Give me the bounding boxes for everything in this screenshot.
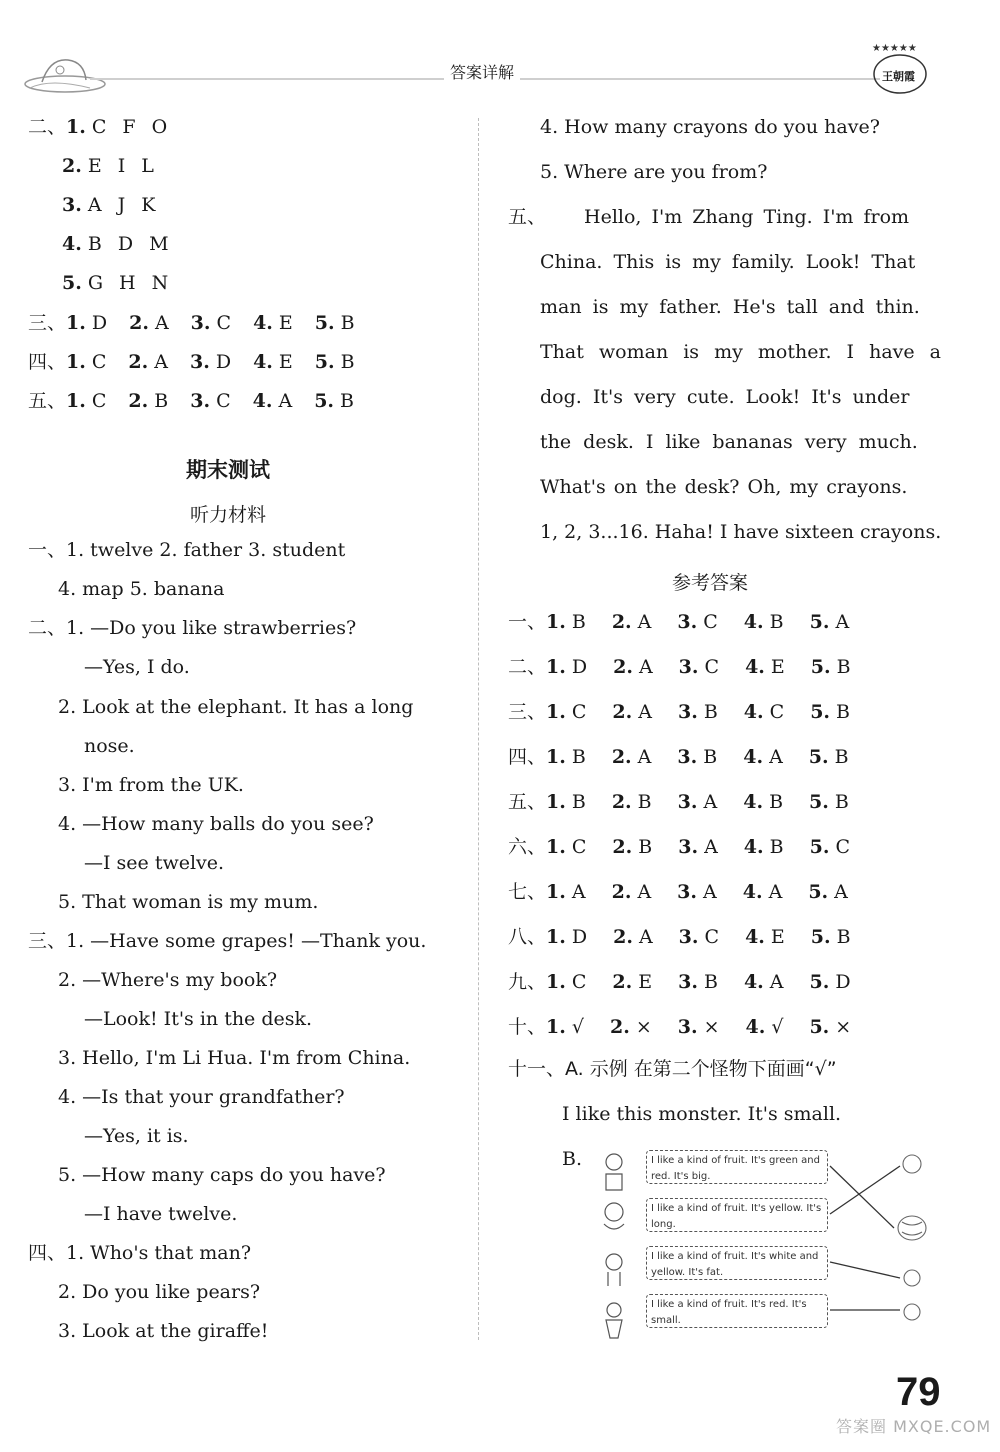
item-number: 5.: [314, 390, 335, 412]
item-value: D: [835, 971, 851, 993]
watermelon-icon: [898, 1216, 926, 1240]
item-number: 3.: [190, 312, 211, 334]
item-value: D: [91, 312, 108, 334]
match-line: [830, 1262, 900, 1278]
item-number: 2.: [129, 312, 149, 334]
section-label: 五、: [508, 791, 547, 813]
section-label: 二、: [28, 116, 67, 138]
svg-text:★★★★★: ★★★★★: [872, 43, 917, 54]
item-value: C: [703, 611, 718, 633]
listening-line: 2. —Where's my book?: [58, 969, 278, 991]
passage-line: man is my father. He's tall and thin.: [540, 296, 920, 318]
item-number: 4.: [743, 611, 764, 633]
watermark: 答案圈 MXQE.COM: [836, 1417, 992, 1436]
item-value: A: [637, 746, 652, 768]
passage-line: 1, 2, 3...16. Haha! I have sixteen crayons.: [540, 521, 942, 543]
item-number: 2.: [612, 971, 633, 993]
item-number: 3.: [677, 701, 698, 723]
answer-row: [508, 793, 875, 812]
item-value: B: [769, 791, 784, 813]
item-number: 2.: [609, 1016, 630, 1038]
answer-row: [508, 973, 877, 992]
listening-subtitle: 听力材料: [190, 504, 267, 526]
listening-line: 四、1. Who's that man?: [28, 1242, 252, 1264]
fruit-description-box: I like a kind of fruit. It's red. It's small.: [646, 1294, 828, 1328]
listening-line: 4. How many crayons do you have?: [540, 116, 880, 138]
section-label: 六、: [508, 836, 547, 858]
item-number: 5.: [810, 701, 831, 723]
passage-line: the desk. I like bananas very much.: [540, 431, 918, 453]
listening-line: —Look! It's in the desk.: [84, 1008, 313, 1030]
eleven-line-a: 十一、A. 示例 在第二个怪物下面画“√”: [508, 1058, 837, 1080]
item-number: 3.: [189, 351, 210, 373]
item-number: 4.: [253, 312, 273, 334]
listening-line: 2. Do you like pears?: [58, 1281, 261, 1303]
section-label: 四、: [28, 351, 67, 373]
item-value: G H N: [87, 272, 169, 294]
fruit-figure-icon: [904, 1304, 920, 1320]
item-number: 1.: [546, 656, 566, 678]
section-label: 三、: [28, 312, 67, 334]
answer-row: [28, 392, 376, 411]
item-value: A: [154, 312, 169, 334]
item-number: 1.: [546, 611, 566, 633]
matching-lines: [828, 1148, 938, 1344]
listening-line: 5. —How many caps do you have?: [58, 1164, 386, 1186]
item-number: 4.: [743, 836, 764, 858]
item-value: B: [703, 971, 718, 993]
passage-line: What's on the desk? Oh, my crayons.: [540, 476, 908, 498]
item-value: B: [703, 701, 718, 723]
item-value: A: [637, 611, 652, 633]
item-value: C: [571, 701, 587, 723]
item-value: ×: [635, 1016, 652, 1038]
item-number: 3.: [678, 656, 699, 678]
item-number: 5.: [314, 351, 335, 373]
item-number: 3.: [677, 881, 698, 903]
item-number: 3.: [678, 971, 698, 993]
passage-line: dog. It's very cute. Look! It's under: [540, 386, 910, 408]
item-number: 3.: [678, 836, 699, 858]
page-number: 79: [896, 1370, 941, 1414]
section-label: 七、: [508, 881, 547, 903]
match-line: [830, 1166, 900, 1214]
item-number: 2.: [611, 881, 632, 903]
item-number: 2.: [611, 791, 632, 813]
listening-line: 2. Look at the elephant. It has a long: [58, 696, 414, 718]
passage-line: That woman is my mother. I have a: [540, 341, 941, 363]
item-value: E: [770, 926, 785, 948]
item-value: A: [703, 791, 718, 813]
item-number: 1.: [546, 791, 566, 813]
item-value: A: [703, 881, 717, 903]
item-value: D: [571, 656, 588, 678]
item-number: 5.: [808, 746, 829, 768]
item-value: A: [637, 881, 652, 903]
answer-row: [28, 314, 377, 333]
item-number: 4.: [745, 1016, 766, 1038]
header-title: 答案详解: [444, 60, 520, 83]
section-label: 四、: [508, 746, 547, 768]
item-number: 1.: [66, 312, 86, 334]
listening-line: 三、1. —Have some grapes! —Thank you.: [28, 930, 427, 952]
item-number: 5.: [314, 312, 335, 334]
item-number: 5.: [809, 1016, 830, 1038]
item-number: 3.: [677, 746, 698, 768]
answer-row: [508, 658, 877, 677]
item-value: A: [769, 971, 784, 993]
item-number: 2.: [612, 836, 633, 858]
section-label: 八、: [508, 926, 547, 948]
listening-line: 5. Where are you from?: [540, 161, 768, 183]
item-value: C: [571, 836, 587, 858]
item-value: C: [571, 971, 587, 993]
listening-line: 5. That woman is my mum.: [58, 891, 319, 913]
passage-line: Hello, I'm Zhang Ting. I'm from: [584, 206, 910, 228]
item-value: C: [704, 656, 720, 678]
item-value: B: [571, 791, 586, 813]
item-value: E: [638, 971, 653, 993]
item-number: 1.: [66, 351, 86, 373]
item-value: A: [834, 881, 848, 903]
passage-line: China. This is my family. Look! That: [540, 251, 916, 273]
fruit-description-box: I like a kind of fruit. It's white and yellow. It's fat.: [646, 1246, 828, 1280]
answer-row: [508, 613, 875, 632]
fruit-description-box: I like a kind of fruit. It's yellow. It's long.: [646, 1198, 828, 1232]
section-label: 五、: [28, 390, 67, 412]
item-value: D: [215, 351, 232, 373]
item-value: C: [91, 390, 107, 412]
item-number: 5.: [62, 272, 82, 294]
item-value: A: [768, 881, 783, 903]
item-value: D: [571, 926, 588, 948]
listening-line: —I see twelve.: [84, 852, 225, 874]
item-value: E: [278, 351, 293, 373]
item-number: 5.: [809, 971, 830, 993]
item-value: A: [769, 746, 783, 768]
final-test-title: 期末测试: [186, 458, 270, 482]
answer-row: [508, 883, 874, 902]
item-value: B: [769, 836, 784, 858]
item-value: B: [769, 611, 784, 633]
answer-row: [62, 196, 155, 215]
listening-line: 3. I'm from the UK.: [58, 774, 244, 796]
item-number: 4.: [745, 926, 765, 948]
answer-row: [508, 703, 876, 722]
column-divider: [478, 118, 479, 1340]
answer-row: [508, 928, 877, 947]
reference-title: 参考答案: [672, 572, 749, 594]
item-value: A: [638, 701, 652, 723]
logo-text: 王朝霞: [882, 70, 915, 83]
item-number: 4.: [743, 701, 764, 723]
eleven-b-label: B.: [562, 1148, 583, 1170]
item-number: 1.: [546, 836, 566, 858]
listening-line: 4. map 5. banana: [58, 578, 225, 600]
monster-figures-icon: [596, 1148, 636, 1344]
item-value: C F O: [91, 116, 168, 138]
answer-row: [508, 838, 876, 857]
item-value: B: [340, 312, 355, 334]
item-number: 3.: [677, 611, 698, 633]
fruit-description-box: I like a kind of fruit. It's green and red. It's big.: [646, 1150, 828, 1184]
item-number: 4.: [253, 351, 273, 373]
item-number: 4.: [743, 791, 764, 813]
header-illustration-icon: [20, 44, 110, 96]
item-number: 1.: [546, 881, 566, 903]
section-label: 十、: [508, 1016, 547, 1038]
listening-line: nose.: [84, 735, 135, 757]
item-value: C: [91, 351, 107, 373]
listening-line: 3. Look at the giraffe!: [58, 1320, 269, 1342]
item-number: 1.: [66, 390, 86, 412]
answer-row: [62, 157, 154, 176]
fruit-figure-icon: [904, 1270, 920, 1286]
item-value: A J K: [87, 194, 156, 216]
item-number: 4.: [62, 233, 82, 255]
item-number: 3.: [677, 791, 698, 813]
item-value: B: [836, 701, 850, 723]
item-number: 5.: [810, 656, 831, 678]
item-value: C: [216, 390, 231, 412]
item-value: B: [836, 926, 851, 948]
item-value: B: [571, 746, 586, 768]
match-line: [830, 1166, 894, 1228]
item-number: 2.: [612, 701, 633, 723]
item-number: 2.: [611, 611, 632, 633]
passage-label: 五、: [508, 206, 547, 228]
answer-row: [62, 235, 169, 254]
item-number: 5.: [808, 881, 829, 903]
item-value: A: [704, 836, 718, 858]
item-value: A: [278, 390, 293, 412]
item-value: √: [571, 1016, 584, 1038]
fruit-figure-icon: [903, 1155, 921, 1173]
item-value: ×: [703, 1016, 720, 1038]
item-value: C: [216, 312, 232, 334]
item-value: ×: [835, 1016, 852, 1038]
item-value: B: [834, 791, 849, 813]
section-label: 三、: [508, 701, 547, 723]
item-value: B D M: [87, 233, 169, 255]
listening-line: 4. —Is that your grandfather?: [58, 1086, 345, 1108]
item-value: E: [770, 656, 785, 678]
item-number: 1.: [546, 971, 566, 993]
item-value: B: [836, 656, 851, 678]
item-value: E I L: [87, 155, 154, 177]
section-label: 一、: [508, 611, 547, 633]
item-value: √: [771, 1016, 784, 1038]
item-number: 2.: [611, 746, 632, 768]
listening-line: —I have twelve.: [84, 1203, 238, 1225]
item-number: 3.: [62, 194, 82, 216]
item-number: 5.: [809, 791, 829, 813]
listening-line: —Yes, I do.: [84, 656, 190, 678]
item-number: 1.: [546, 1016, 566, 1038]
answer-row: [62, 274, 168, 293]
item-number: 5.: [810, 926, 831, 948]
listening-line: 二、1. —Do you like strawberries?: [28, 617, 357, 639]
answer-row: [508, 1018, 877, 1037]
item-number: 2.: [613, 926, 633, 948]
item-value: A: [571, 881, 586, 903]
item-number: 3.: [190, 390, 211, 412]
item-number: 1.: [546, 746, 566, 768]
item-number: 4.: [742, 881, 763, 903]
item-value: E: [278, 312, 293, 334]
listening-line: 4. —How many balls do you see?: [58, 813, 374, 835]
item-number: 5.: [809, 836, 830, 858]
item-value: C: [704, 926, 720, 948]
item-number: 2.: [613, 656, 633, 678]
item-number: 5.: [809, 611, 830, 633]
section-label: 二、: [508, 656, 547, 678]
item-value: B: [834, 746, 849, 768]
watermelon-stripes-icon: [902, 1222, 922, 1235]
header-logo: [866, 40, 936, 96]
item-value: A: [638, 656, 653, 678]
item-number: 2.: [128, 390, 149, 412]
item-value: A: [154, 351, 168, 373]
listening-line: 一、1. twelve 2. father 3. student: [28, 539, 346, 561]
item-value: B: [638, 836, 653, 858]
answer-row: [28, 118, 167, 137]
item-number: 3.: [677, 1016, 698, 1038]
item-value: A: [835, 611, 850, 633]
item-value: A: [638, 926, 653, 948]
answer-row: [508, 748, 875, 767]
listening-line: —Yes, it is.: [84, 1125, 189, 1147]
item-number: 4.: [252, 390, 273, 412]
item-number: 4.: [743, 971, 764, 993]
section-label: 九、: [508, 971, 547, 993]
item-number: 4.: [743, 746, 764, 768]
item-value: B: [571, 611, 586, 633]
item-value: B: [340, 351, 355, 373]
item-number: 1.: [546, 701, 566, 723]
item-value: B: [637, 791, 652, 813]
item-number: 2.: [128, 351, 149, 373]
item-value: B: [340, 390, 354, 412]
listening-line: 3. Hello, I'm Li Hua. I'm from China.: [58, 1047, 411, 1069]
item-value: B: [154, 390, 169, 412]
item-value: C: [835, 836, 850, 858]
item-number: 1.: [546, 926, 566, 948]
item-number: 3.: [678, 926, 699, 948]
item-number: 2.: [62, 155, 82, 177]
item-value: C: [769, 701, 785, 723]
item-number: 1.: [66, 116, 86, 138]
answer-row: [28, 353, 377, 372]
eleven-line-example: I like this monster. It's small.: [562, 1103, 842, 1125]
item-value: B: [703, 746, 718, 768]
item-number: 4.: [745, 656, 765, 678]
